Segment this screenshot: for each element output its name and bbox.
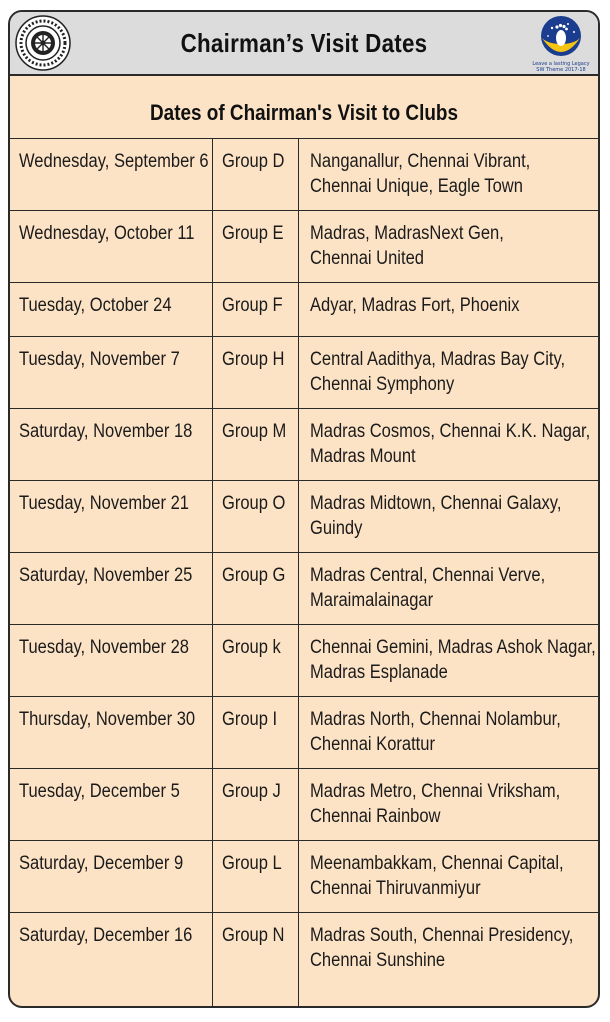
visit-date-cell: Saturday, November 18 — [10, 409, 212, 481]
table-row — [10, 283, 598, 337]
visit-date-cell: Saturday, November 25 — [10, 553, 212, 625]
page-title: Chairman’s Visit Dates — [180, 28, 428, 58]
clubs-cell: Madras, MadrasNext Gen, Chennai United — [298, 211, 598, 283]
group-cell: Group G — [212, 553, 298, 625]
group-cell: Group M — [212, 409, 298, 481]
visit-date-cell: Tuesday, November 7 — [10, 337, 212, 409]
table-row — [10, 409, 598, 481]
visit-date-cell: Wednesday, October 11 — [10, 211, 212, 283]
legacy-tagline: Leave a lasting Legacy — [532, 61, 590, 67]
clubs-cell: Nanganallur, Chennai Vibrant, Chennai Unique, Eagle Town — [298, 139, 598, 211]
legacy-theme-logo — [528, 14, 594, 74]
group-cell: Group O — [212, 481, 298, 553]
visit-date-cell: Thursday, November 30 — [10, 697, 212, 769]
visit-dates-card — [8, 10, 600, 1008]
table-subtitle: Dates of Chairman's Visit to Clubs — [150, 100, 458, 125]
clubs-cell: Central Aadithya, Madras Bay City, Chennai Symphony — [298, 337, 598, 409]
group-cell: Group J — [212, 769, 298, 841]
table-row — [10, 211, 598, 283]
visit-date-cell: Saturday, December 9 — [10, 841, 212, 913]
group-cell: Group F — [212, 283, 298, 337]
table-row — [10, 481, 598, 553]
visit-date-cell: Tuesday, December 5 — [10, 769, 212, 841]
clubs-cell: Madras South, Chennai Presidency, Chennai Sunshine — [298, 913, 598, 1009]
visit-schedule-table — [10, 138, 598, 1008]
clubs-cell: Madras Midtown, Chennai Galaxy, Guindy — [298, 481, 598, 553]
table-row — [10, 841, 598, 913]
group-cell: Group I — [212, 697, 298, 769]
group-cell: Group k — [212, 625, 298, 697]
visit-date-cell: Tuesday, November 28 — [10, 625, 212, 697]
clubs-cell: Meenambakkam, Chennai Capital, Chennai Thiruvanmiyur — [298, 841, 598, 913]
table-row — [10, 769, 598, 841]
table-row — [10, 913, 598, 1009]
visit-date-cell: Saturday, December 16 — [10, 913, 212, 1009]
clubs-cell: Madras Central, Chennai Verve, Maraimalainagar — [298, 553, 598, 625]
table-row — [10, 553, 598, 625]
clubs-cell: Madras Cosmos, Chennai K.K. Nagar, Madras Mount — [298, 409, 598, 481]
visit-date-cell: Tuesday, October 24 — [10, 283, 212, 337]
group-cell: Group E — [212, 211, 298, 283]
group-cell: Group N — [212, 913, 298, 1009]
footprint-globe-icon — [528, 14, 594, 60]
table-row — [10, 697, 598, 769]
clubs-cell: Madras North, Chennai Nolambur, Chennai Korattur — [298, 697, 598, 769]
clubs-cell: Adyar, Madras Fort, Phoenix — [298, 283, 598, 337]
group-cell: Group D — [212, 139, 298, 211]
visit-date-cell: Tuesday, November 21 — [10, 481, 212, 553]
clubs-cell: Madras Metro, Chennai Vriksham, Chennai Rainbow — [298, 769, 598, 841]
visit-date-cell: Wednesday, September 6 — [10, 139, 212, 211]
clubs-cell: Chennai Gemini, Madras Ashok Nagar, Madras Esplanade — [298, 625, 598, 697]
table-row — [10, 337, 598, 409]
group-cell: Group H — [212, 337, 298, 409]
legacy-theme-year: SW Theme 2017-18 — [536, 67, 586, 73]
table-row — [10, 139, 598, 211]
header-bar — [10, 12, 598, 76]
group-cell: Group L — [212, 841, 298, 913]
table-row — [10, 625, 598, 697]
